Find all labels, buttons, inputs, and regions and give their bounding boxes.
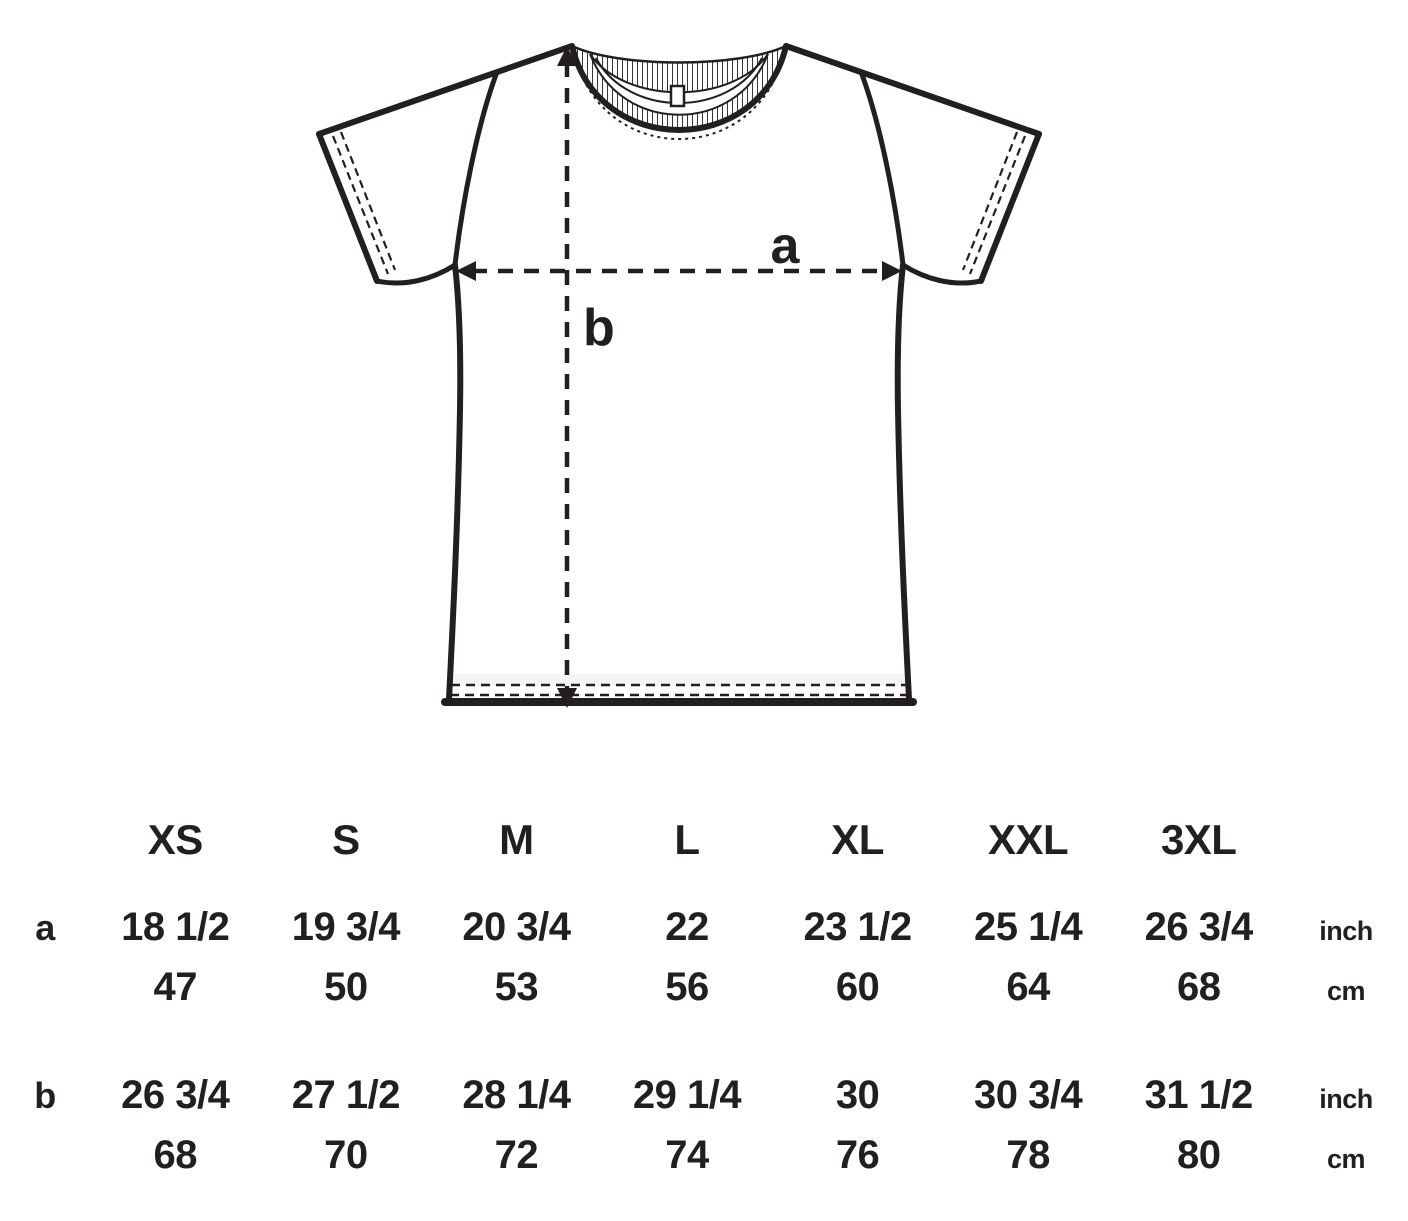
right-cuff-stitch-inner: [963, 132, 1017, 270]
left-armhole-seam: [455, 72, 497, 265]
size-header-3xl: 3XL: [1160, 816, 1237, 863]
measurement-a: [456, 217, 902, 281]
neck-tag: [671, 86, 684, 106]
cell-b-inch-l: 29 1/4: [632, 1073, 742, 1117]
left-cuff-stitch-outer: [333, 136, 388, 274]
cell-b-cm-l: 74: [665, 1133, 709, 1177]
size-header-xxl: XXL: [988, 816, 1069, 863]
cell-b-inch-xs: 26 3/4: [121, 1073, 230, 1117]
measurement-b-label: b: [583, 299, 615, 357]
cell-a-inch-m: 20 3/4: [462, 905, 571, 949]
cell-b-cm-xs: 68: [153, 1133, 198, 1177]
cell-a-inch-xl: 23 1/2: [803, 905, 912, 949]
right-armhole-seam: [861, 72, 903, 265]
cell-a-cm-s: 50: [324, 965, 368, 1009]
left-side-seam: [449, 265, 460, 699]
cell-a-inch-3xl: 26 3/4: [1144, 905, 1253, 949]
cell-a-cm-xl: 60: [835, 965, 880, 1009]
size-header-m: M: [499, 816, 534, 863]
cell-b-inch-3xl: 31 1/2: [1144, 1073, 1253, 1117]
cell-b-cm-3xl: 80: [1176, 1133, 1221, 1177]
unit-label-b-inch: inch: [1319, 1084, 1373, 1114]
left-sleeve-cuff: [319, 134, 377, 281]
cell-b-cm-xl: 76: [835, 1133, 880, 1177]
row-label-b: b: [34, 1075, 56, 1116]
cell-b-cm-m: 72: [494, 1133, 539, 1177]
size-header-row: [0, 816, 1408, 864]
size-header-s: S: [332, 816, 360, 863]
row-b-cm: [0, 1132, 1408, 1182]
right-sleeve-underedge: [903, 265, 981, 283]
cell-a-inch-l: 22: [665, 905, 709, 949]
left-shoulder-line: [319, 46, 572, 134]
row-a-inch: [0, 904, 1408, 954]
measurement-a-label: a: [770, 217, 800, 275]
cell-b-inch-m: 28 1/4: [462, 1073, 571, 1117]
cell-b-inch-xxl: 30 3/4: [974, 1073, 1083, 1117]
cell-b-cm-s: 70: [324, 1133, 368, 1177]
size-header-l: L: [674, 816, 700, 863]
cell-a-cm-xxl: 64: [1006, 965, 1050, 1009]
cell-a-cm-l: 56: [665, 965, 709, 1009]
cell-a-cm-m: 53: [494, 965, 539, 1009]
unit-label-b-cm: cm: [1326, 1144, 1365, 1174]
measurement-b: [557, 46, 615, 708]
right-shoulder-line: [786, 46, 1039, 134]
cell-a-inch-s: 19 3/4: [291, 905, 400, 949]
left-cuff-stitch-inner: [341, 132, 395, 270]
right-side-seam: [898, 265, 909, 699]
cell-a-cm-3xl: 68: [1176, 965, 1221, 1009]
size-table: [0, 816, 1408, 1182]
row-label-a: a: [35, 907, 55, 948]
size-header-xl: XL: [831, 816, 884, 863]
unit-label-a-cm: cm: [1326, 976, 1365, 1006]
cell-b-inch-s: 27 1/2: [291, 1073, 400, 1117]
cell-b-inch-xl: 30: [835, 1073, 880, 1117]
cell-a-cm-xs: 47: [153, 965, 198, 1009]
row-b-inch: [0, 1072, 1408, 1122]
left-sleeve-underedge: [377, 265, 455, 283]
cell-a-inch-xs: 18 1/2: [121, 905, 230, 949]
row-a-cm: [0, 964, 1408, 1014]
cell-a-inch-xxl: 25 1/4: [974, 905, 1083, 949]
unit-label-a-inch: inch: [1319, 916, 1373, 946]
cell-b-cm-xxl: 78: [1006, 1133, 1050, 1177]
size-header-xs: XS: [147, 816, 203, 863]
right-cuff-stitch-outer: [970, 136, 1025, 274]
right-sleeve-cuff: [981, 134, 1039, 281]
